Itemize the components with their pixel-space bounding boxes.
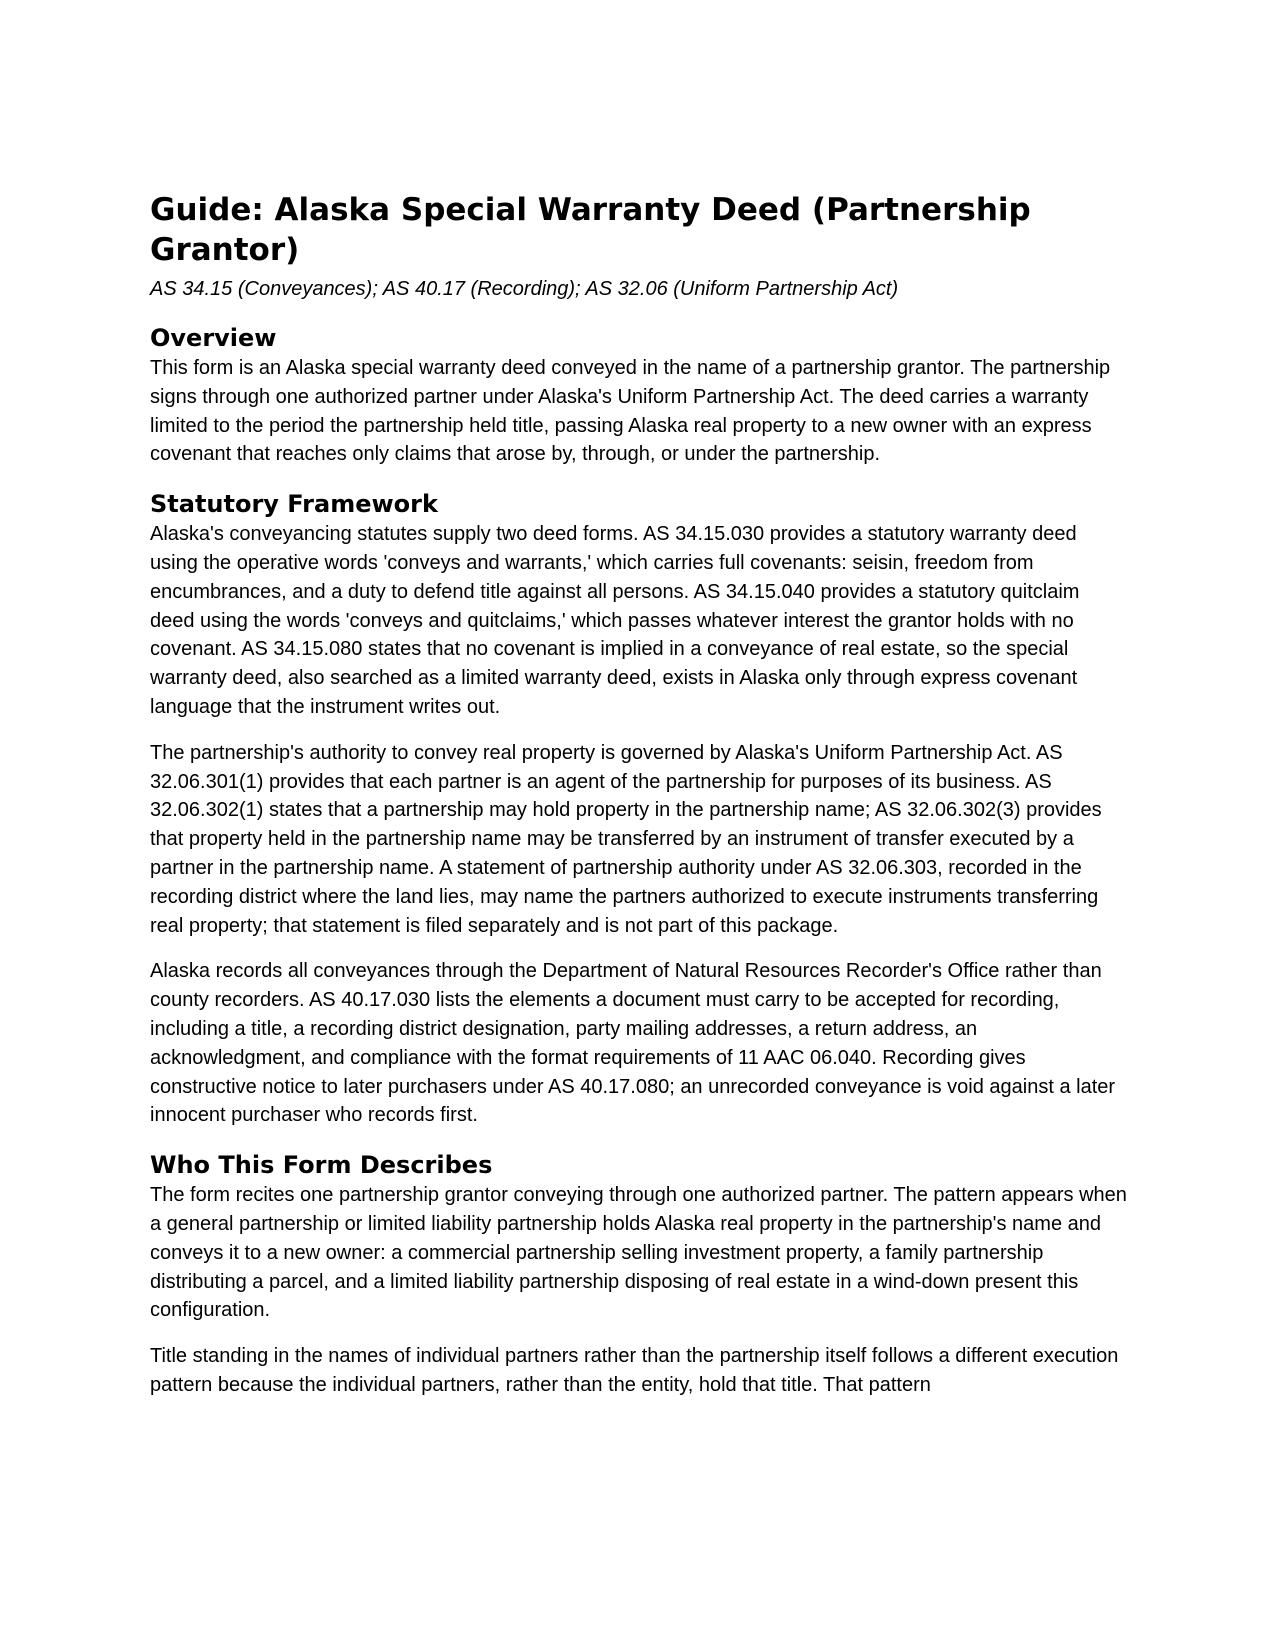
section-heading: Overview bbox=[150, 324, 277, 352]
section-overview bbox=[150, 322, 1128, 469]
document-page bbox=[150, 190, 1128, 1400]
section-who-this-form-describes bbox=[150, 1149, 1128, 1400]
document-subtitle: AS 34.15 (Conveyances); AS 40.17 (Recording); AS 32.06 (Uniform Partnership Act) bbox=[150, 278, 899, 300]
section-heading: Statutory Framework bbox=[150, 490, 438, 519]
paragraph: The form recites one partnership grantor conveying through one authorized partner. The pattern appears when a general partnership or limited liability partnership holds Alaska real property in the partnership's name and conveys it to a new owner: a commercial partnership selling investment property, a family partnership distributing a parcel, and a limited liability partnership disposing of real estate in a wind-down present this configuration. bbox=[150, 1184, 1127, 1322]
paragraph: Title standing in the names of individual partners rather than the partnership itself follows a different execution pattern because the individual partners, rather than the entity, hold that title. That pattern bbox=[150, 1345, 1119, 1396]
paragraph: This form is an Alaska special warranty deed conveyed in the name of a partnership grantor. The partnership signs through one authorized partner under Alaska's Uniform Partnership Act. The deed carries a warranty limited to the period the partnership held title, passing Alaska real property to a new owner with an express covenant that reaches only claims that arose by, through, or under the partnership. bbox=[150, 357, 1111, 466]
section-statutory-framework bbox=[150, 488, 1128, 1130]
paragraph: The partnership's authority to convey real property is governed by Alaska's Uniform Partnership Act. AS 32.06.301(1) provides that each partner is an agent of the partnership for purposes of its business. AS 32.06.302(1) states that a partnership may hold property in the partnership name; AS 32.06.302(3) provides that property held in the partnership name may be transferred by an instrument of transfer executed by a partner in the partnership name. A statement of partnership authority under AS 32.06.303, recorded in the recording district where the land lies, may name the partners authorized to execute instruments transferring real property; that statement is filed separately and is not part of this package. bbox=[150, 741, 1102, 937]
document-title: Guide: Alaska Special Warranty Deed (Partnership Grantor) bbox=[150, 192, 1031, 268]
paragraph: Alaska records all conveyances through the Department of Natural Resources Recorder's Office rather than county recorders. AS 40.17.030 lists the elements a document must carry to be accepted for recording, including a title, a recording district designation, party mailing addresses, a return address, an acknowledgment, and compliance with the format requirements of 11 AAC 06.040. Recording gives constructive notice to later purchasers under AS 40.17.080; an unrecorded conveyance is void against a later innocent purchaser who records first. bbox=[150, 960, 1116, 1127]
paragraph: Alaska's conveyancing statutes supply two deed forms. AS 34.15.030 provides a statutory warranty deed using the operative words 'conveys and warrants,' which carries full covenants: seisin, freedom from encumbrances, and a duty to defend title against all persons. AS 34.15.040 provides a statutory quitclaim deed using the words 'conveys and quitclaims,' which passes whatever interest the grantor holds with no covenant. AS 34.15.080 states that no covenant is implied in a conveyance of real estate, so the special warranty deed, also searched as a limited warranty deed, exists in Alaska only through express covenant language that the instrument writes out. bbox=[150, 523, 1080, 718]
section-heading: Who This Form Describes bbox=[150, 1151, 493, 1180]
